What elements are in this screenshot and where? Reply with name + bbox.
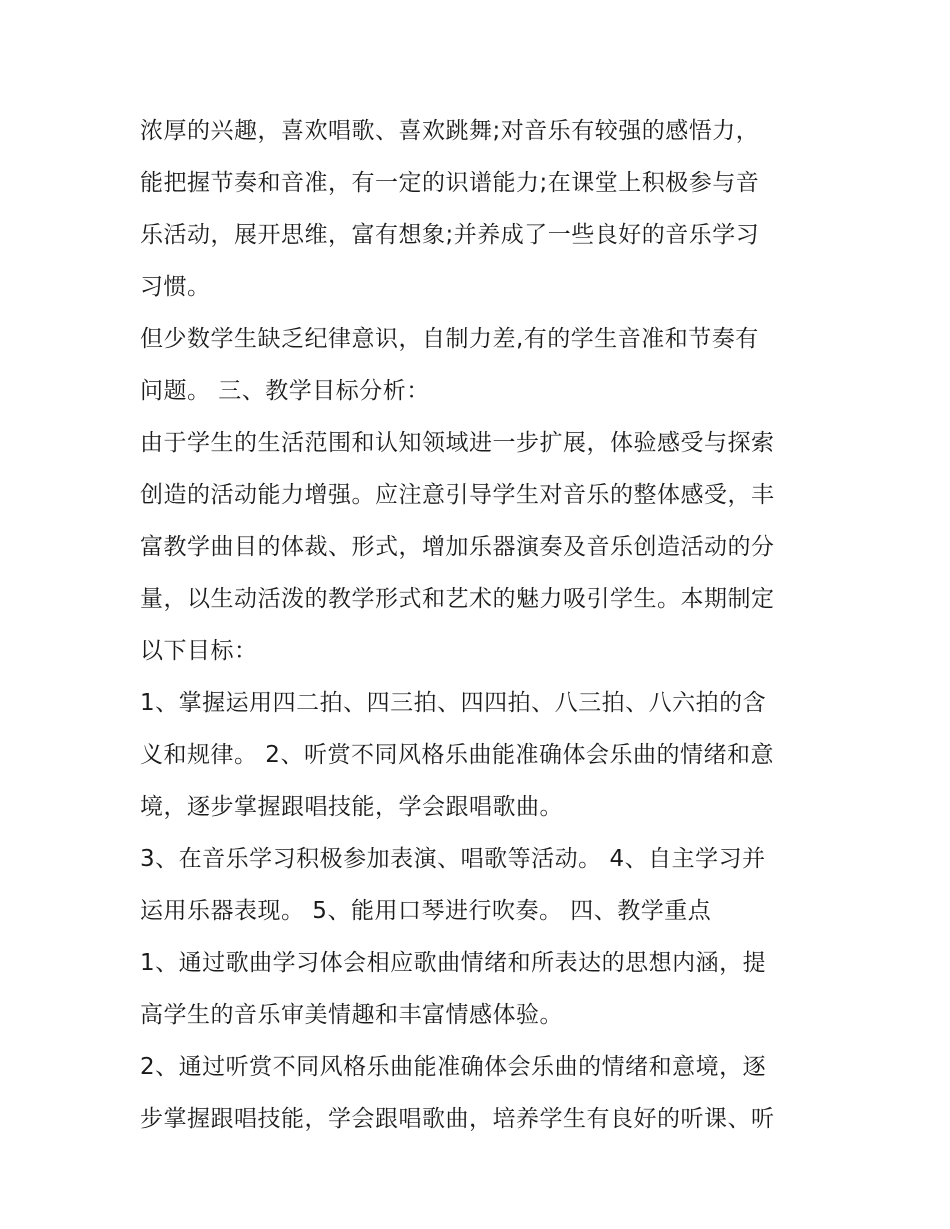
text-line: 量，以生动活泼的教学形式和艺术的魅力吸引学生。本期制定 bbox=[140, 586, 775, 612]
text-line: 但少数学生缺乏纪律意识，自制力差,有的学生音准和节奏有 bbox=[140, 326, 759, 352]
text-line: 由于学生的生活范围和认知领域进一步扩展，体验感受与探索 bbox=[140, 430, 775, 456]
text-line: 义和规律。 2、听赏不同风格乐曲能准确体会乐曲的情绪和意 bbox=[140, 742, 774, 768]
text-line: 2、通过听赏不同风格乐曲能准确体会乐曲的情绪和意境，逐 bbox=[140, 1054, 767, 1080]
text-line: 1、通过歌曲学习体会相应歌曲情绪和所表达的思想内涵，提 bbox=[140, 950, 767, 976]
text-line: 习惯。 bbox=[140, 274, 211, 300]
document-body bbox=[140, 105, 820, 1145]
text-line: 1、掌握运用四二拍、四三拍、四四拍、八三拍、八六拍的含 bbox=[140, 690, 767, 716]
text-line: 问题。 三、教学目标分析： bbox=[140, 378, 430, 404]
text-line: 浓厚的兴趣，喜欢唱歌、喜欢跳舞;对音乐有较强的感悟力， bbox=[140, 118, 760, 144]
text-line: 运用乐器表现。 5、能用口琴进行吹奏。 四、教学重点 bbox=[140, 898, 712, 924]
text-line: 高学生的音乐审美情趣和丰富情感体验。 bbox=[140, 1002, 563, 1028]
text-line: 步掌握跟唱技能，学会跟唱歌曲，培养学生有良好的听课、听 bbox=[140, 1106, 775, 1132]
text-line: 能把握节奏和音准，有一定的识谱能力;在课堂上积极参与音 bbox=[140, 170, 760, 196]
text-line: 乐活动，展开思维，富有想象;并养成了一些良好的音乐学习 bbox=[140, 222, 760, 248]
text-line: 境，逐步掌握跟唱技能，学会跟唱歌曲。 bbox=[140, 794, 563, 820]
text-line: 富教学曲目的体裁、形式，增加乐器演奏及音乐创造活动的分 bbox=[140, 534, 775, 560]
text-line: 以下目标： bbox=[140, 638, 258, 664]
text-line: 创造的活动能力增强。应注意引导学生对音乐的整体感受，丰 bbox=[140, 482, 775, 508]
text-line: 3、在音乐学习积极参加表演、唱歌等活动。 4、自主学习并 bbox=[140, 846, 766, 872]
